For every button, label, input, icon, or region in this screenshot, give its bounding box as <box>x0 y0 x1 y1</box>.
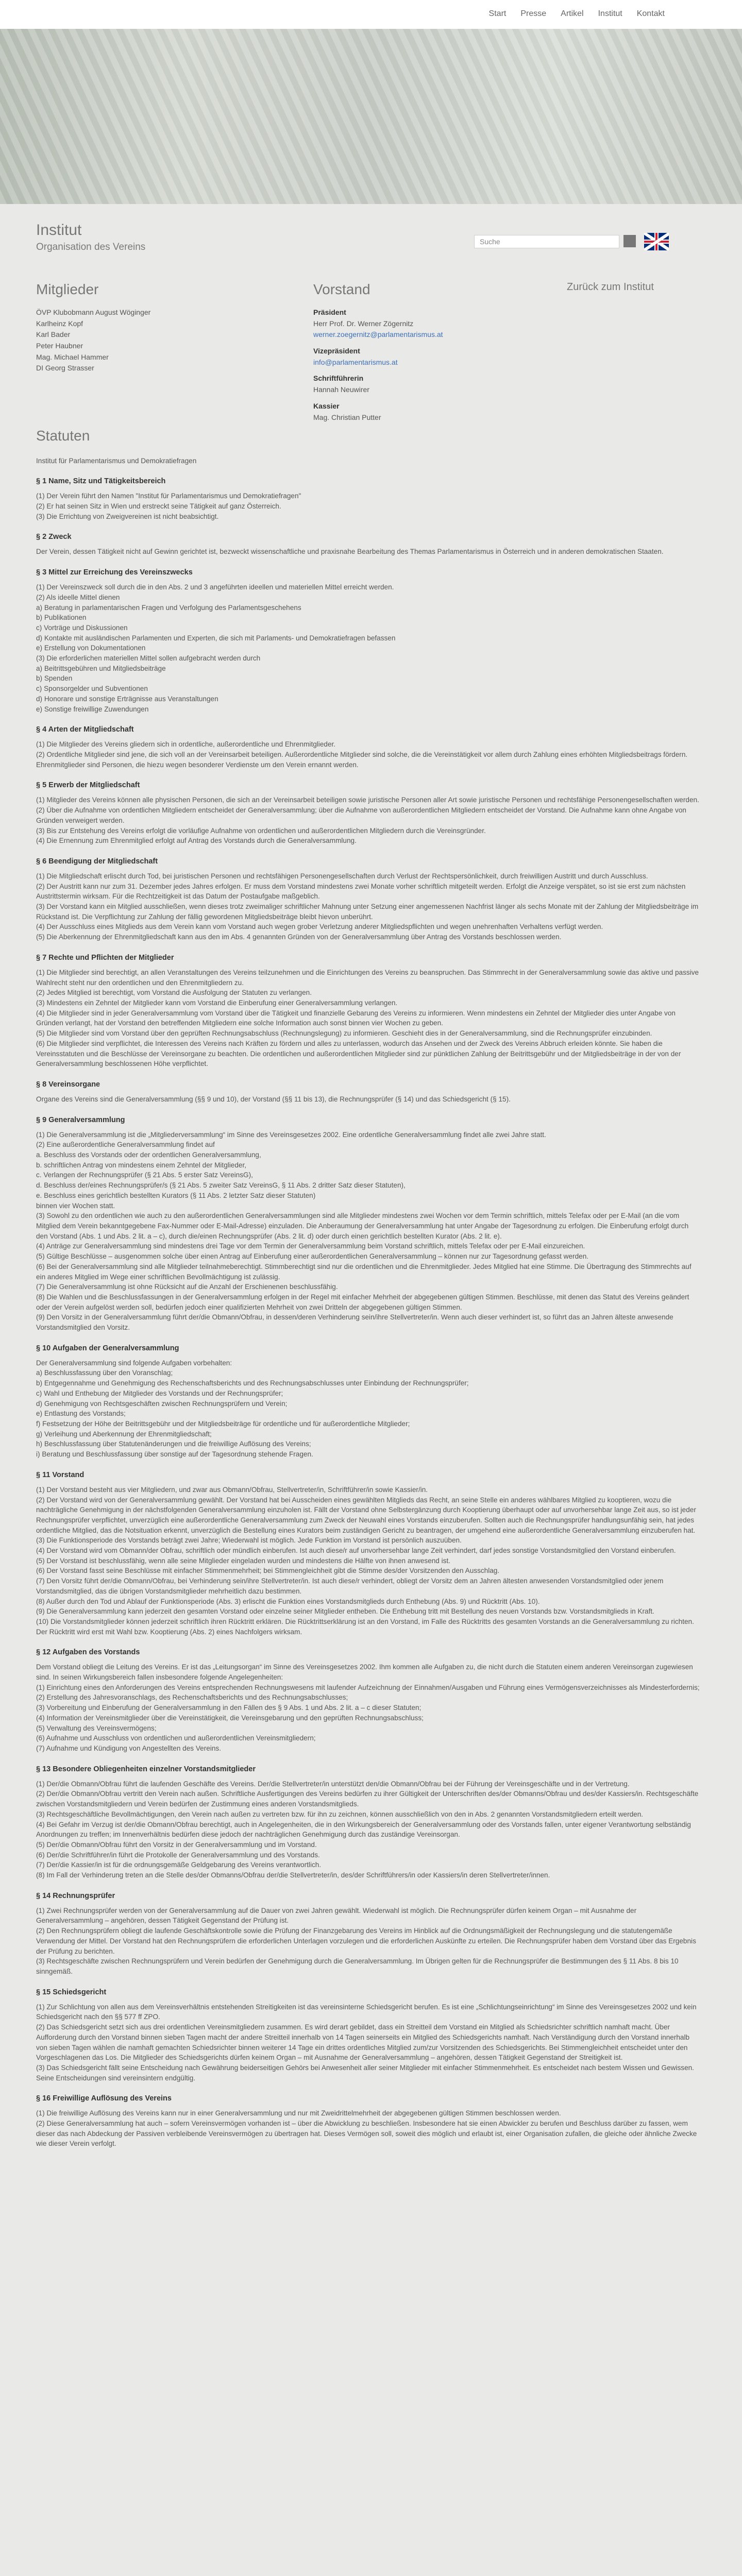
statutes-section <box>36 426 701 2157</box>
members-column <box>36 281 273 374</box>
section-14-text: (1) Zwei Rechnungsprüfer werden von der Generalversammlung auf die Dauer von zwei Jahren gewählt. Wiederwahl ist möglich. Die Rechnungsprüfer dürfen keinem Organ – mit Ausnahme der Generalversammlung – angehören, dessen Tätigkeit Gegenstand der Prüfung ist. (2) Den Rechnungsprüfern obliegt die laufende Geschäftskontrolle sowie die Prüfung der Finanzgebarung des Vereins im Hinblick auf die Ordnungsmäßigkeit der Rechnungslegung und die statutengemäße Verwendung der Mittel. Der Vorstand hat den Rechnungsprüfern die erforderlichen Unterlagen vorzulegen und die erforderlichen Auskünfte zu erteilen. Die Rechnungsprüfer haben dem Vorstand über das Ergebnis der Prüfung zu berichten. (3) Rechtsgeschäfte zwischen Rechnungsprüfern und Verein bedürfen der Genehmigung durch die Generalversammlung. Im Übrigen gelten für die Rechnungsprüfer die Bestimmungen des § 11 Abs. 8 bis 10 sinngemäß. <box>36 1906 696 1975</box>
members-list <box>36 307 273 374</box>
president-name: Herr Prof. Dr. Werner Zögernitz <box>313 319 414 328</box>
member-item: Karlheinz Kopf <box>36 319 83 328</box>
section-5-title: § 5 Erwerb der Mitgliedschaft <box>36 781 140 790</box>
section-4-title: § 4 Arten der Mitgliedschaft <box>36 725 134 734</box>
nav-institut[interactable]: Institut <box>598 9 622 18</box>
section-11-text: (1) Der Vorstand besteht aus vier Mitgliedern, und zwar aus Obmann/Obfrau, Stellvertreter/in, Schriftführer/in sowie Kassier/in. (2) Der Vorstand wird von der Generalversammlung gewählt. Der Vorstand hat bei Ausscheiden eines gewählten Mitglieds das Recht, an seine Stelle ein anderes wählbares Mitglied zu kooptieren, wozu die nachträgliche Genehmigung in der nächstfolgenden Generalversammlung einzuholen ist. Fällt der Vorstand ohne Selbstergänzung durch Kooptierung überhaupt oder auf unvorhersehbar lange Zeit aus, so ist jeder Rechnungsprüfer verpflichtet, unverzüglich eine außerordentliche Generalversammlung zum Zweck der Neuwahl eines Vorstands einzuberufen. Sollten auch die Rechnungsprüfer handlungsunfähig sein, hat jedes ordentliche Mitglied, das die Notsituation erkennt, unverzüglich die Bestellung eines Kurators beim zuständigen Gericht zu beantragen, der umgehend eine außerordentliche Generalversammlung einzuberufen hat. (3) Die Funktionsperiode des Vorstands beträgt zwei Jahre; Wiederwahl ist möglich. Jede Funktion im Vorstand ist persönlich auszuüben. (4) Der Vorstand wird vom Obmann/der Obfrau, schriftlich oder mündlich einberufen. Ist auch diese/r auf unvorhersehbar lange Zeit verhindert, darf jedes sonstige Vorstandsmitglied den Vorstand einberufen. (5) Der Vorstand ist beschlussfähig, wenn alle seine Mitglieder eingeladen wurden und mindestens die Hälfte von ihnen anwesend ist. (6) Der Vorstand fasst seine Beschlüsse mit einfacher Stimmenmehrheit; bei Stimmengleichheit gibt die Stimme des/der Vorsitzenden den Ausschlag. (7) Den Vorsitz führt der/die Obmann/Obfrau, bei Verhinderung sein/ihre Stellvertreter/in. Ist auch diese/r verhindert, obliegt der Vorsitz dem an Jahren ältesten anwesenden Vorstandsmitglied oder jenem Vorstandsmitglied, das die übrigen Vorstandsmitglieder mehrheitlich dazu bestimmen. (8) Außer durch den Tod und Ablauf der Funktionsperiode (Abs. 3) erlischt die Funktion eines Vorstandsmitglieds durch Enthebung (Abs. 9) und Rücktritt (Abs. 10). (9) Die Generalversammlung kann jederzeit den gesamten Vorstand oder einzelne seiner Mitglieder entheben. Die Enthebung tritt mit Bestellung des neuen Vorstands bzw. Vorstandsmitglieds in Kraft. (10) Die Vorstandsmitglieder können jederzeit schriftlich ihren Rücktritt erklären. Die Rücktrittserklärung ist an den Vorstand, im Falle des Rücktritts des gesamten Vorstands an die Generalversammlung zu richten. Der Rücktritt wird erst mit Wahl bzw. Kooptierung (Abs. 2) eines Nachfolgers wirksam. <box>36 1485 696 1636</box>
section-13-title: § 13 Besondere Obliegenheiten einzelner Vorstandsmitglieder <box>36 1765 256 1773</box>
section-15-title: § 15 Schiedsgericht <box>36 1988 107 1996</box>
section-8-text: Organe des Vereins sind die Generalversammlung (§§ 9 und 10), der Vorstand (§§ 11 bis 13), die Rechnungsprüfer (§ 14) und das Schiedsgericht (§ 15). <box>36 1095 511 1103</box>
english-flag-icon[interactable] <box>644 233 669 250</box>
board-list <box>313 307 581 423</box>
section-6-text: (1) Die Mitgliedschaft erlischt durch Tod, bei juristischen Personen und rechtsfähigen Personengesellschaften durch Verlust der Rechtspersönlichkeit, durch freiwilligen Austritt und durch Ausschluss. (2) Der Austritt kann nur zum 31. Dezember jedes Jahres erfolgen. Er muss dem Vorstand mindestens zwei Monate vorher schriftlich mitgeteilt werden. Erfolgt die Anzeige verspätet, so ist sie erst zum nächsten Austrittstermin wirksam. Für die Rechtzeitigkeit ist das Datum der Postaufgabe maßgeblich. (3) Der Vorstand kann ein Mitglied ausschließen, wenn dieses trotz zweimaliger schriftlicher Mahnung unter Setzung einer angemessenen Nachfrist länger als sechs Monate mit der Zahlung der Mitgliedsbeiträge im Rückstand ist. Die Verpflichtung zur Zahlung der fällig gewordenen Mitgliedsbeiträge bleibt hievon unberührt. (4) Der Ausschluss eines Mitglieds aus dem Verein kann vom Vorstand auch wegen grober Verletzung anderer Mitgliedspflichten und wegen unehrenhaften Verhaltens verfügt werden. (5) Die Aberkennung der Ehrenmitgliedschaft kann aus den im Abs. 4 genannten Gründen von der Generalversammlung über Antrag des Vorstands beschlossen werden. <box>36 872 699 941</box>
treasurer-label: Kassier <box>313 401 340 410</box>
section-2-text: Der Verein, dessen Tätigkeit nicht auf Gewinn gerichtet ist, bezweckt wissenschaftliche und praxisnahe Bearbeitung des Themas Parlamentarismus in Österreich und in anderen demokratischen Staaten. <box>36 548 664 556</box>
board-title: Vorstand <box>313 281 370 297</box>
vice-president-label: Vizepräsident <box>313 347 360 355</box>
section-7-text: (1) Die Mitglieder sind berechtigt, an allen Veranstaltungen des Vereins teilzunehmen und die Einrichtungen des Vereins zu beanspruchen. Das Stimmrecht in der Generalversammlung sowie das aktive und passive Wahlrecht steht nur den ordentlichen und den Ehrenmitgliedern zu. (2) Jedes Mitglied ist berechtigt, vom Vorstand die Ausfolgung der Statuten zu verlangen. (3) Mindestens ein Zehntel der Mitglieder kann vom Vorstand die Einberufung einer Generalversammlung verlangen. (4) Die Mitglieder sind in jeder Generalversammlung vom Vorstand über die Tätigkeit und finanzielle Gebarung des Vereins zu informieren. Wenn mindestens ein Zehntel der Mitglieder dies unter Angabe von Gründen verlangt, hat der Vorstand den betreffenden Mitgliedern eine solche Information auch sonst binnen vier Wochen zu geben. (5) Die Mitglieder sind vom Vorstand über den geprüften Rechnungsabschluss (Rechnungslegung) zu informieren. Geschieht dies in der Generalversammlung, sind die Rechnungsprüfer einzubinden. (6) Die Mitglieder sind verpflichtet, die Interessen des Vereins nach Kräften zu fördern und alles zu unterlassen, wodurch das Ansehen und der Zweck des Vereins Abbruch erleiden könnte. Sie haben die Vereinsstatuten und die Beschlüsse der Vereinsorgane zu beachten. Die ordentlichen und außerordentlichen Mitglieder sind zur pünktlichen Zahlung der Beitrittsgebühr und der Mitgliedsbeiträge in der von der Generalversammlung beschlossenen Höhe verpflichtet. <box>36 968 699 1068</box>
treasurer-name: Mag. Christian Putter <box>313 413 381 421</box>
top-navigation <box>0 0 742 29</box>
section-14-title: § 14 Rechnungsprüfer <box>36 1891 115 1900</box>
board-column <box>313 281 581 423</box>
section-9-title: § 9 Generalversammlung <box>36 1115 125 1124</box>
president-label: Präsident <box>313 308 346 316</box>
section-3-text: (1) Der Vereinszweck soll durch die in den Abs. 2 und 3 angeführten ideellen und materiellen Mittel erreicht werden. (2) Als ideelle Mittel dienen a) Beratung in parlamentarischen Fragen und Verfolgung des Parlamentsgeschehens b) Publikationen c) Vorträge und Diskussionen d) Kontakte mit ausländischen Parlamenten und Experten, die sich mit Parlaments- und Demokratiefragen befassen e) Erstellung von Dokumentationen (3) Die erforderlichen materiellen Mittel sollen aufgebracht werden durch a) Beitrittsgebühren und Mitgliedsbeiträge b) Spenden c) Sponsorgelder und Subventionen d) Honorare und sonstige Erträgnisse aus Veranstaltungen e) Sonstige freiwillige Zuwendungen <box>36 583 396 713</box>
nav-kontakt[interactable]: Kontakt <box>636 9 665 18</box>
search-input[interactable] <box>474 235 619 248</box>
back-to-institute-link[interactable]: Zurück zum Institut <box>567 281 654 293</box>
section-9-text: (1) Die Generalversammlung ist die „Mitgliederversammlung“ im Sinne des Vereinsgesetzes 2002. Eine ordentliche Generalversammlung findet alle zwei Jahre statt. (2) Eine außerordentliche Generalversammlung findet auf a. Beschluss des Vorstands oder der ordentlichen Generalversammlung, b. schriftlichen Antrag von mindestens einem Zehntel der Mitglieder, c. Verlangen der Rechnungsprüfer (§ 21 Abs. 5 erster Satz VereinsG), d. Beschluss der/eines Rechnungsprüfer/s (§ 21 Abs. 5 zweiter Satz VereinsG, § 11 Abs. 2 dritter Satz dieser Statuten), e. Beschluss eines gerichtlich bestellten Kurators (§ 11 Abs. 2 letzter Satz dieser Statuten) binnen vier Wochen statt. (3) Sowohl zu den ordentlichen wie auch zu den außerordentlichen Generalversammlungen sind alle Mitglieder mindestens zwei Wochen vor dem Termin schriftlich, mittels Telefax oder per E-Mail (an die vom Mitglied dem Verein bekanntgegebene Fax-Nummer oder E-Mail-Adresse) einzuladen. Die Anberaumung der Generalversammlung hat unter Angabe der Tagesordnung zu erfolgen. Die Einberufung erfolgt durch den Vorstand (Abs. 1 und Abs. 2 lit. a – c), durch die/einen Rechnungsprüfer (Abs. 2 lit. d) oder durch einen gerichtlich bestellten Kurator (Abs. 2 lit. e). (4) Anträge zur Generalversammlung sind mindestens drei Tage vor dem Termin der Generalversammlung beim Vorstand schriftlich, mittels Telefax oder per E-Mail einzureichen. (5) Gültige Beschlüsse – ausgenommen solche über einen Antrag auf Einberufung einer außerordentlichen Generalversammlung – können nur zur Tagesordnung gefasst werden. (6) Bei der Generalversammlung sind alle Mitglieder teilnahmeberechtigt. Stimmberechtigt sind nur die ordentlichen und die Ehrenmitglieder. Jedes Mitglied hat eine Stimme. Die Übertragung des Stimmrechts auf ein anderes Mitglied im Wege einer schriftlichen Bevollmächtigung ist zulässig. (7) Die Generalversammlung ist ohne Rücksicht auf die Anzahl der Erschienenen beschlussfähig. (8) Die Wahlen und die Beschlussfassungen in der Generalversammlung erfolgen in der Regel mit einfacher Mehrheit der abgegebenen gültigen Stimmen. Beschlüsse, mit denen das Statut des Vereins geändert oder der Verein aufgelöst werden soll, bedürfen jedoch einer qualifizierten Mehrheit von zwei Dritteln der abgegebenen gültigen Stimmen. (9) Den Vorsitz in der Generalversammlung führt der/die Obmann/Obfrau, in dessen/deren Verhinderung sein/ihre Stellvertreter/in. Wenn auch dieser verhindert ist, so führt das an Jahren älteste anwesende Vorstandsmitglied den Vorsitz. <box>36 1130 692 1332</box>
member-item: DI Georg Strasser <box>36 364 94 372</box>
content-container <box>0 204 742 2576</box>
statutes-title: Statuten <box>36 428 90 444</box>
vice-president-email[interactable]: info@parlamentarismus.at <box>313 358 398 366</box>
section-16-text: (1) Die freiwillige Auflösung des Vereins kann nur in einer Generalversammlung und nur mit Zweidrittelmehrheit der abgegebenen gültigen Stimmen beschlossen werden. (2) Diese Generalversammlung hat auch – sofern Vereinsvermögen vorhanden ist – über die Abwicklung zu beschließen. Insbesondere hat sie einen Abwickler zu berufen und Beschluss darüber zu fassen, wem dieser das nach Abdeckung der Passiven verbleibende Vereinsvermögen zu übertragen hat. Dieses Vermögen soll, soweit dies möglich und erlaubt ist, einer Organisation zufallen, die gleiche oder ähnliche Zwecke wie dieser Verein verfolgt. <box>36 2109 697 2148</box>
member-item: Mag. Michael Hammer <box>36 352 109 361</box>
section-10-title: § 10 Aufgaben der Generalversammlung <box>36 1344 179 1352</box>
section-12-text: Dem Vorstand obliegt die Leitung des Vereins. Er ist das „Leitungsorgan“ im Sinne des Vereinsgesetzes 2002. Ihm kommen alle Aufgaben zu, die nicht durch die Statuten einem anderen Vereinsorgan zugewiesen sind. In seinen Wirkungsbereich fallen insbesondere folgende Angelegenheiten: (1) Einrichtung eines den Anforderungen des Vereins entsprechenden Rechnungswesens mit laufender Aufzeichnung der Einnahmen/Ausgaben und Führung eines Vermögensverzeichnisses als Mindesterfordernis; (2) Erstellung des Jahresvoranschlags, des Rechenschaftsberichts und des Rechnungsabschlusses; (3) Vorbereitung und Einberufung der Generalversammlung in den Fällen des § 9 Abs. 1 und Abs. 2 lit. a – c dieser Statuten; (4) Information der Vereinsmitglieder über die Vereinstätigkeit, die Vereinsgebarung und den geprüften Rechnungsabschluss; (5) Verwaltung des Vereinsvermögens; (6) Aufnahme und Ausschluss von ordentlichen und außerordentlichen Vereinsmitgliedern; (7) Aufnahme und Kündigung von Angestellten des Vereins. <box>36 1663 700 1752</box>
secretary-label: Schriftführerin <box>313 374 364 383</box>
section-5-text: (1) Mitglieder des Vereins können alle physischen Personen, die sich an der Vereinsarbeit beteiligen sowie juristische Personen aller Art sowie juristische Personen und rechtsfähige Personengesellschaften werden. (2) Über die Aufnahme von ordentlichen Mitgliedern entscheidet der Generalversammlung; über die Aufnahme von außerordentlichen Mitgliedern entscheidet der Vorstand. Die Aufnahme kann ohne Angabe von Gründen verweigert werden. (3) Bis zur Entstehung des Vereins erfolgt die vorläufige Aufnahme von ordentlichen und außerordentlichen Mitgliedern durch die Vereinsgründer. (4) Die Ernennung zum Ehrenmitglied erfolgt auf Antrag des Vorstands durch die Generalversammlung. <box>36 796 699 845</box>
secretary-name: Hannah Neuwirer <box>313 385 369 394</box>
page-title: Institut <box>36 222 82 239</box>
section-13-text: (1) Der/die Obmann/Obfrau führt die laufenden Geschäfte des Vereins. Der/die Stellvertreter/in unterstützt den/die Obmann/Obfrau bei der Führung der Vereinsgeschäfte und in der Vertretung. (2) Der/die Obmann/Obfrau vertritt den Verein nach außen. Schriftliche Ausfertigungen des Vereins bedürfen zu ihrer Gültigkeit der Unterschriften des/der Obmanns/Obfrau und des/der Kassiers/in. Rechtsgeschäfte zwischen Vorstandsmitgliedern und Verein bedürfen der Zustimmung eines anderen Vorstandsmitglieds. (3) Rechtsgeschäftliche Bevollmächtigungen, den Verein nach außen zu vertreten bzw. für ihn zu zeichnen, können ausschließlich von den in Abs. 2 genannten Vorstandsmitgliedern erteilt werden. (4) Bei Gefahr im Verzug ist der/die Obmann/Obfrau berechtigt, auch in Angelegenheiten, die in den Wirkungsbereich der Generalversammlung oder des Vorstands fallen, unter eigener Verantwortung selbständig Anordnungen zu treffen; im Innenverhältnis bedürfen diese jedoch der nachträglichen Genehmigung durch das zuständige Vereinsorgan. (5) Der/die Obmann/Obfrau führt den Vorsitz in der Generalversammlung und im Vorstand. (6) Der/die Schriftführer/in führt die Protokolle der Generalversammlung und des Vorstands. (7) Der/die Kassier/in ist für die ordnungsgemäße Geldgebarung des Vereins verantwortlich. (8) Im Fall der Verhinderung treten an die Stelle des/der Obmanns/Obfrau der/die Stellvertreter/in, des/der Schriftführers/in oder Kassiers/in deren Stellvertreter/innen. <box>36 1780 699 1879</box>
member-item: Peter Haubner <box>36 342 83 350</box>
nav-presse[interactable]: Presse <box>520 9 547 18</box>
president-email[interactable]: werner.zoegernitz@parlamentarismus.at <box>313 330 443 339</box>
section-7-title: § 7 Rechte und Pflichten der Mitglieder <box>36 953 174 962</box>
search-placeholder: Suche <box>480 238 500 246</box>
section-8-title: § 8 Vereinsorgane <box>36 1080 100 1089</box>
section-10-text: Der Generalversammlung sind folgende Aufgaben vorbehalten: a) Beschlussfassung über den Voranschlag; b) Entgegennahme und Genehmigung des Rechenschaftsberichts und des Rechnungsabschlusses unter Einbindung der Rechnungsprüfer; c) Wahl und Enthebung der Mitglieder des Vorstands und der Rechnungsprüfer; d) Genehmigung von Rechtsgeschäften zwischen Rechnungsprüfern und Verein; e) Entlastung des Vorstands; f) Festsetzung der Höhe der Beitrittsgebühr und der Mitgliedsbeiträge für ordentliche und für außerordentliche Mitglieder; g) Verleihung und Aberkennung der Ehrenmitgliedschaft; h) Beschlussfassung über Statutenänderungen und die freiwillige Auflösung des Vereins; i) Beratung und Beschlussfassung über sonstige auf der Tagesordnung stehende Fragen. <box>36 1359 469 1459</box>
hero-banner <box>0 29 742 204</box>
section-16-title: § 16 Freiwillige Auflösung des Vereins <box>36 2094 172 2103</box>
search-button[interactable] <box>623 235 636 247</box>
section-2-title: § 2 Zweck <box>36 533 72 541</box>
section-3-title: § 3 Mittel zur Erreichung des Vereinszwecks <box>36 568 193 577</box>
section-1-title: § 1 Name, Sitz und Tätigkeitsbereich <box>36 477 166 486</box>
section-15-text: (1) Zur Schlichtung von allen aus dem Vereinsverhältnis entstehenden Streitigkeiten ist das vereinsinterne Schiedsgericht berufen. Es ist eine „Schlichtungseinrichtung“ im Sinne des Vereinsgesetzes 2002 und kein Schiedsgericht nach den §§ 577 ff ZPO. (2) Das Schiedsgericht setzt sich aus drei ordentlichen Vereinsmitgliedern zusammen. Es wird derart gebildet, dass ein Streitteil dem Vorstand ein Mitglied als Schiedsrichter schriftlich namhaft macht. Über Aufforderung durch den Vorstand binnen sieben Tagen macht der andere Streitteil innerhalb von 14 Tagen seinerseits ein Mitglied des Schiedsgerichts namhaft. Nach Verständigung durch den Vorstand innerhalb von sieben Tagen wählen die namhaft gemachten Schiedsrichter binnen weiterer 14 Tage ein drittes ordentliches Mitglied zum/zur Vorsitzenden des Schiedsgerichts. Bei Stimmengleichheit entscheidet unter den Vorgeschlagenen das Los. Die Mitglieder des Schiedsgerichts dürfen keinem Organ – mit Ausnahme der Generalversammlung – angehören, dessen Tätigkeit Gegenstand der Streitigkeit ist. (3) Das Schiedsgericht fällt seine Entscheidung nach Gewährung beiderseitigen Gehörs bei Anwesenheit aller seiner Mitglieder mit einfacher Stimmenmehrheit. Es entscheidet nach bestem Wissen und Gewissen. Seine Entscheidungen sind vereinsintern endgültig. <box>36 2003 697 2082</box>
section-6-title: § 6 Beendigung der Mitgliedschaft <box>36 857 158 866</box>
section-11-title: § 11 Vorstand <box>36 1470 85 1479</box>
members-title: Mitglieder <box>36 281 99 297</box>
section-4-text: (1) Die Mitglieder des Vereins gliedern sich in ordentliche, außerordentliche und Ehrenmitglieder. (2) Ordentliche Mitglieder sind jene, die sich voll an der Vereinsarbeit beteiligen. Außerordentliche Mitglieder sind solche, die die Vereinstätigkeit vor allem durch Zahlung eines erhöhten Mitgliedsbeitrags fördern. Ehrenmitglieder sind Personen, die hiezu wegen besonderer Verdienste um den Verein ernannt werden. <box>36 740 688 769</box>
member-item: ÖVP Klubobmann August Wöginger <box>36 308 151 316</box>
section-12-title: § 12 Aufgaben des Vorstands <box>36 1648 140 1657</box>
page-subtitle: Organisation des Vereins <box>36 242 146 252</box>
statutes-intro: Institut für Parlamentarismus und Demokratiefragen <box>36 456 197 465</box>
nav-start[interactable]: Start <box>488 9 507 18</box>
nav-artikel[interactable]: Artikel <box>561 9 584 18</box>
member-item: Karl Bader <box>36 330 71 339</box>
nav-links <box>489 9 665 19</box>
page-header <box>36 222 145 253</box>
section-1-text: (1) Der Verein führt den Namen "Institut für Parlamentarismus und Demokratiefragen" (2) Er hat seinen Sitz in Wien und erstreckt seine Tätigkeit auf ganz Österreich. (3) Die Errichtung von Zweigvereinen ist nicht beabsichtigt. <box>36 492 301 520</box>
